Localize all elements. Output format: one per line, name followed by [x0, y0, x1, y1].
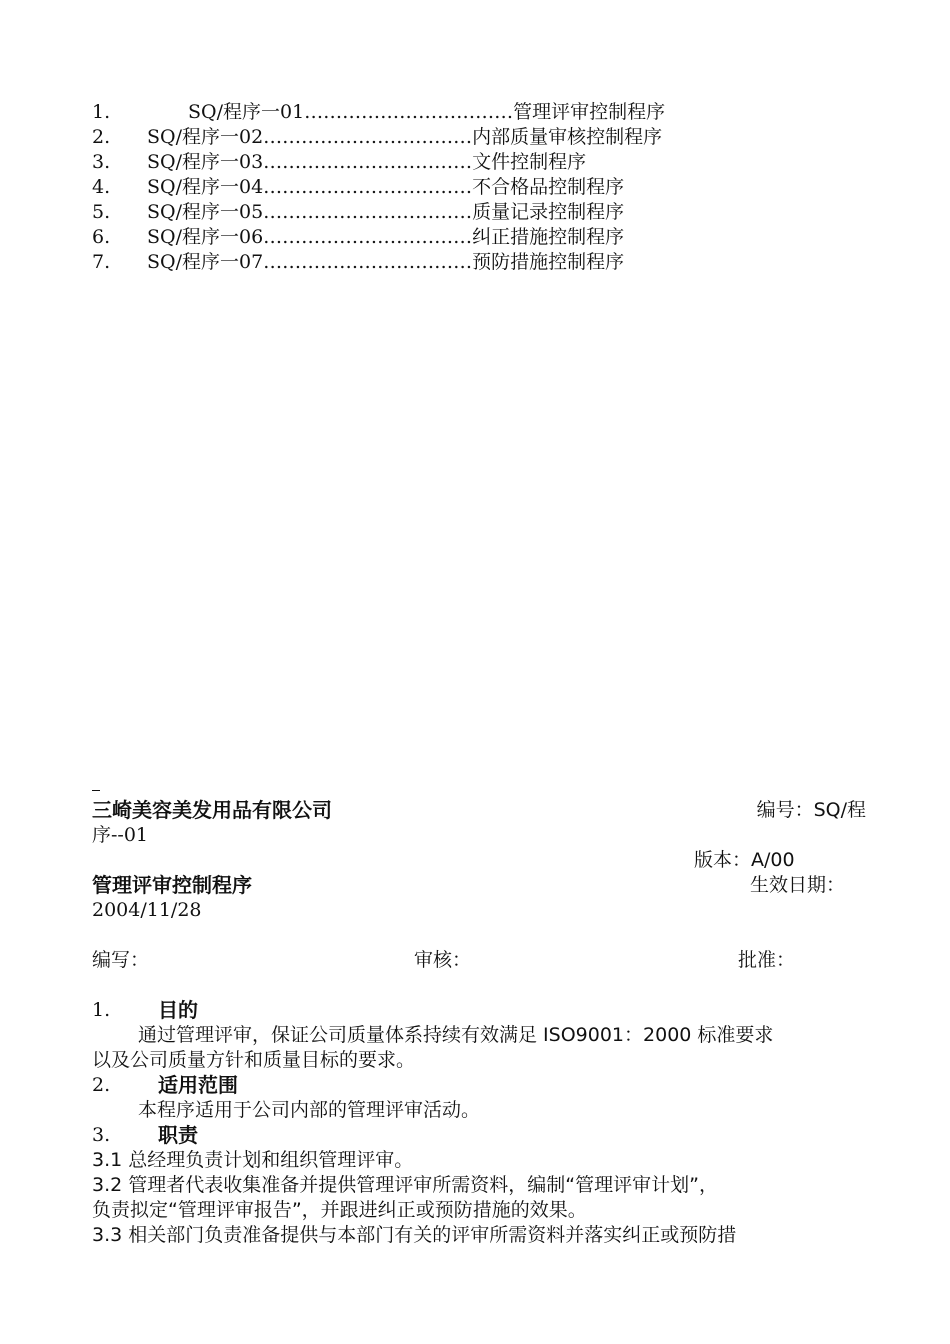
toc-title: 管理评审控制程序	[513, 101, 666, 123]
toc-leader-dots: ……………………………	[263, 201, 473, 223]
toc-code: SQ/程序一03	[147, 151, 264, 173]
section-1-paragraph-line-1: 通过管理评审，保证公司质量体系持续有效满足 ISO9001：2000 标准要求	[138, 1024, 774, 1046]
paragraph-mark	[92, 790, 100, 791]
approved-by-label: 批准：	[738, 949, 796, 971]
toc-leader-dots: ……………………………	[263, 251, 473, 273]
toc-number: 5.	[92, 201, 111, 223]
effective-date: 2004/11/28	[92, 899, 202, 921]
section-2-paragraph: 本程序适用于公司内部的管理评审活动。	[138, 1099, 481, 1121]
toc-item-6	[92, 225, 624, 250]
toc-leader-dots: ……………………………	[263, 126, 473, 148]
clause-3-1: 3.1 总经理负责计划和组织管理评审。	[92, 1149, 414, 1171]
clause-3-2-line-1: 3.2 管理者代表收集准备并提供管理评审所需资料，编制“管理评审计划”，	[92, 1174, 718, 1196]
toc-number: 2.	[92, 126, 111, 148]
toc-item-5	[92, 200, 624, 225]
toc-leader-dots: ……………………………	[263, 176, 473, 198]
toc-leader-dots: ……………………………	[304, 101, 514, 123]
document-title: 管理评审控制程序	[92, 873, 252, 897]
toc-code: SQ/程序一02	[147, 126, 264, 148]
toc-code: SQ/程序一07	[147, 251, 264, 273]
company-name: 三崎美容美发用品有限公司	[92, 798, 332, 822]
version-label: 版本：A/00	[694, 849, 795, 871]
toc-item-1	[92, 100, 665, 125]
written-by-label: 编写：	[92, 949, 150, 971]
section-3-number: 3.	[92, 1124, 111, 1146]
section-1-number: 1.	[92, 999, 111, 1021]
toc-code: SQ/程序一06	[147, 226, 264, 248]
toc-title: 文件控制程序	[472, 151, 587, 173]
toc-leader-dots: ……………………………	[263, 151, 473, 173]
toc-leader-dots: ……………………………	[263, 226, 473, 248]
toc-code: SQ/程序一01	[188, 101, 305, 123]
section-1-title: 目的	[158, 998, 198, 1022]
toc-item-7	[92, 250, 624, 275]
toc-title: 不合格品控制程序	[472, 176, 625, 198]
toc-number: 6.	[92, 226, 111, 248]
toc-item-4	[92, 175, 624, 200]
toc-title: 内部质量审核控制程序	[472, 126, 663, 148]
section-2-number: 2.	[92, 1074, 111, 1096]
section-2-title: 适用范围	[158, 1073, 238, 1097]
section-1-paragraph-line-2: 以及公司质量方针和质量目标的要求。	[92, 1049, 416, 1071]
reviewed-by-label: 审核：	[414, 949, 472, 971]
document-code-continued: 序--01	[92, 824, 149, 846]
toc-item-2	[92, 125, 662, 150]
toc-number: 3.	[92, 151, 111, 173]
section-3-title: 职责	[158, 1123, 198, 1147]
toc-number: 7.	[92, 251, 111, 273]
toc-title: 纠正措施控制程序	[472, 226, 625, 248]
clause-3-3: 3.3 相关部门负责准备提供与本部门有关的评审所需资料并落实纠正或预防措	[92, 1224, 737, 1246]
toc-title: 预防措施控制程序	[472, 251, 625, 273]
clause-3-2-line-2: 负责拟定“管理评审报告”，并跟进纠正或预防措施的效果。	[92, 1199, 587, 1221]
toc-number: 4.	[92, 176, 111, 198]
toc-code: SQ/程序一05	[147, 201, 264, 223]
toc-number: 1.	[92, 101, 111, 123]
toc-item-3	[92, 150, 586, 175]
document-code-label: 编号：SQ/程	[756, 799, 866, 821]
toc-code: SQ/程序一04	[147, 176, 264, 198]
toc-title: 质量记录控制程序	[472, 201, 625, 223]
effective-date-label: 生效日期：	[750, 874, 846, 896]
